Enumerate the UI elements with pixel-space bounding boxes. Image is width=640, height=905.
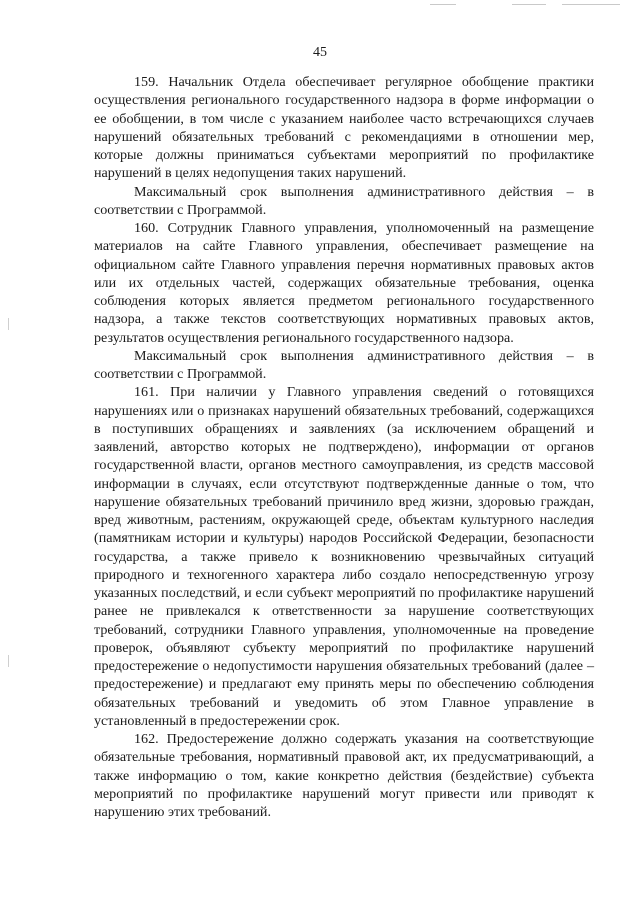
document-body [94, 73, 594, 821]
scan-artifact-line [562, 4, 620, 5]
paragraph-160: 160. Сотрудник Главного управления, уполномоченный на размещение материалов на сайте Главного управления, обеспечивает размещение на официальном сайте Главного управления перечня нормативных правовых актов или их отдельных частей, содержащих обязательные требования, оценка соблюдения которых является предметом регионального государственного надзора, а также текстов соответствующих нормативных правовых актов, результатов осуществления регионального государственного надзора. [94, 220, 594, 346]
paragraph-159-deadline: Максимальный срок выполнения административного действия – в соответствии с Программой. [94, 183, 594, 218]
scan-artifact-line [430, 4, 456, 5]
paragraph-159: 159. Начальник Отдела обеспечивает регулярное обобщение практики осуществления регионального государственного надзора в форме информации о ее обобщении, в том числе с указанием наиболее часто встречающихся случаев нарушений обязательных требований с рекомендациями в отношении мер, которые должны приниматься субъектами мероприятий по профилактике нарушений в целях недопущения таких нарушений. [94, 74, 594, 182]
margin-scan-mark [8, 655, 9, 667]
paragraph-160-deadline: Максимальный срок выполнения административного действия – в соответствии с Программой. [94, 347, 594, 382]
paragraph-162: 162. Предостережение должно содержать указания на соответствующие обязательные требования, нормативный правовой акт, их предусматривающий, а также информацию о том, какие конкретно действия (бездействие) субъекта мероприятий по профилактике нарушений могут привести или приводят к нарушению этих требований. [94, 731, 594, 820]
paragraph-161: 161. При наличии у Главного управления сведений о готовящихся нарушениях или о признаках нарушений обязательных требований, содержащихся в поступивших обращениях и заявлениях (за исключением обращений и заявлений, авторство которых не подтверждено), информации от органов государственной власти, органов местного самоуправления, из средств массовой информации в случаях, если отсутствуют подтвержденные данные о том, что нарушение обязательных требований причинило вред жизни, здоровью граждан, вред животным, растениям, окружающей среде, объектам культурного наследия (памятникам истории и культуры) народов Российской Федерации, безопасности государства, а также привело к возникновению чрезвычайных ситуаций природного и техногенного характера либо создало непосредственную угрозу указанных последствий, и если субъект мероприятий по профилактике нарушений ранее не привлекался к ответственности за нарушение соответствующих требований, сотрудники Главного управления, уполномоченные на проведение проверок, объявляют субъекту мероприятий по профилактике нарушений предостережение о недопустимости нарушения обязательных требований (далее – предостережение) и предлагают ему принять меры по обеспечению соблюдения обязательных требований и уведомить об этом Главное управление в установленный в предостережении срок. [94, 384, 594, 729]
page-number: 45 [313, 45, 327, 60]
scan-artifact-line [512, 4, 546, 5]
margin-scan-mark [8, 318, 9, 330]
